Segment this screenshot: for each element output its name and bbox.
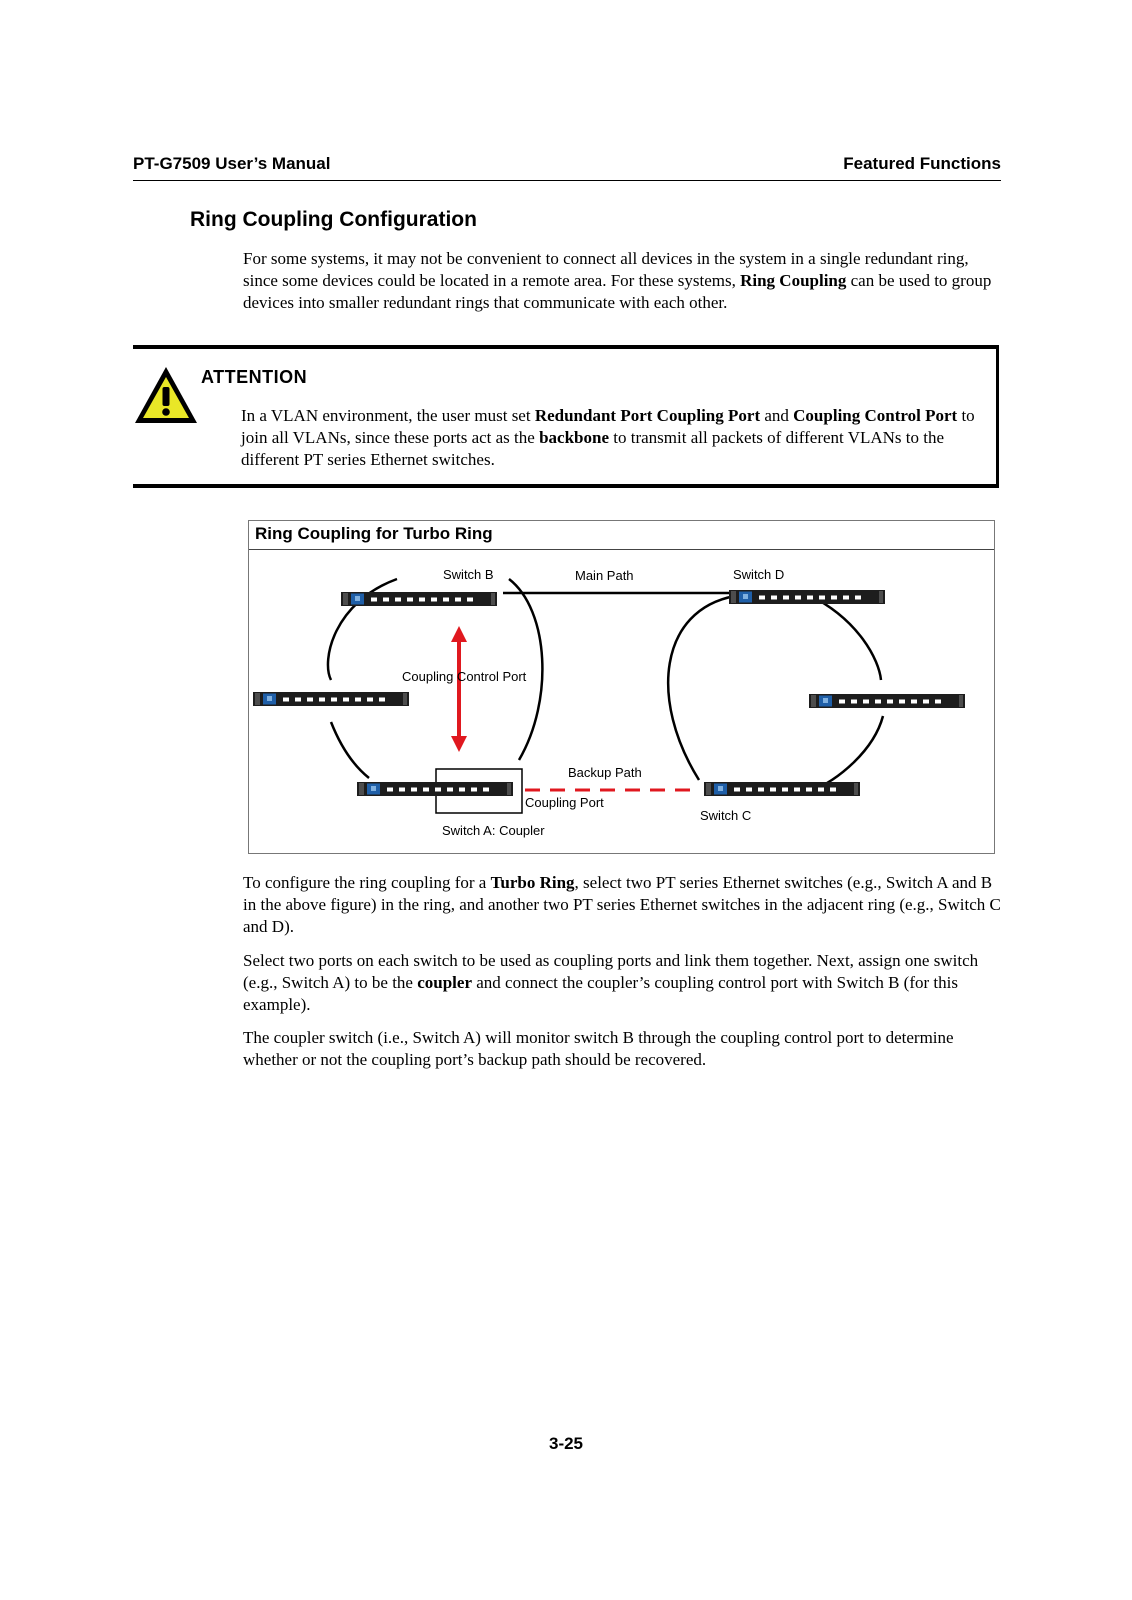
ring-link (668, 596, 735, 780)
coupling-control-arrow (451, 626, 467, 752)
body-paragraph-2 (243, 950, 1003, 1016)
label-switch-a: Switch A: Coupler (442, 823, 545, 838)
intro-text-1: For some systems, it may not be convenient to connect all devices in the system in a single redundant ring, since some devices could be located in a remote area. For these systems, (243, 249, 969, 290)
attention-bold-3: backbone (539, 428, 609, 447)
label-backup-path: Backup Path (568, 765, 642, 780)
label-switch-d: Switch D (733, 567, 785, 582)
attention-box (133, 345, 999, 488)
attention-text-2: and (760, 406, 794, 425)
ring-link (331, 722, 369, 778)
attention-bold-2: Coupling Control Port (793, 406, 958, 425)
label-switch-b: Switch B (443, 567, 494, 582)
figure-ring-coupling (248, 520, 995, 854)
switch-d-device (729, 590, 885, 604)
intro-paragraph (243, 248, 1003, 314)
switch-b-device (341, 592, 497, 606)
body-paragraph-1 (243, 872, 1003, 938)
label-coupling-control-port: Coupling Control Port (402, 669, 527, 684)
switch-c-device (704, 782, 860, 796)
attention-text (241, 405, 981, 471)
ring-link (809, 595, 881, 680)
warning-icon (133, 365, 199, 425)
figure-title-bar (249, 521, 994, 550)
attention-bold-1: Redundant Port Coupling Port (534, 406, 761, 425)
p2-text-1: Select two ports on each switch to be used as coupling ports and link them together. Next, assign one switch (e.g., Switch A) to be the (243, 951, 979, 992)
intro-text-2: can be used to group devices into smaller redundant rings that communicate with each other. (243, 271, 992, 312)
manual-title: PT-G7509 User’s Manual (133, 154, 331, 173)
p3-text-1: The coupler switch (i.e., Switch A) will monitor switch B through the coupling control port to determine whether or not the coupling port’s backup path should be recovered. (243, 1028, 954, 1069)
attention-title: ATTENTION (201, 367, 308, 387)
p1-text-2: , select two PT series Ethernet switches (e.g., Switch A and B in the above figure) in the ring, and another two PT series Ethernet switches in the adjacent ring (e.g., Switch C and D). (243, 873, 1001, 936)
page-header (133, 152, 1001, 181)
page-number: 3-25 (548, 1434, 584, 1453)
switch-right-device (809, 694, 965, 708)
ring-link (809, 716, 883, 792)
attention-text-3: to join all VLANs, since these ports act as the (241, 406, 975, 447)
chapter-title: Featured Functions (843, 154, 1001, 173)
section-title: Ring Coupling Configuration (190, 208, 477, 231)
p1-text-1: To configure the ring coupling for a (243, 873, 491, 892)
label-main-path: Main Path (575, 568, 634, 583)
figure-title: Ring Coupling for Turbo Ring (255, 524, 493, 543)
intro-bold-1: Ring Coupling (740, 271, 847, 290)
attention-text-4: to transmit all packets of different VLANs to the different PT series Ethernet switches. (241, 428, 945, 469)
label-switch-c: Switch C (700, 808, 752, 823)
p2-text-2: and connect the coupler’s coupling control port with Switch B (for this example). (243, 973, 958, 1014)
label-coupling-port: Coupling Port (525, 795, 604, 810)
attention-text-1: In a VLAN environment, the user must set (241, 406, 535, 425)
ring-links (328, 579, 883, 792)
p2-bold-1: coupler (417, 973, 472, 992)
switch-left-device (253, 692, 409, 706)
ring-coupling-diagram (249, 550, 994, 852)
switch-a-device (357, 782, 513, 796)
p1-bold-1: Turbo Ring (490, 873, 575, 892)
body-paragraph-3 (243, 1027, 1003, 1071)
